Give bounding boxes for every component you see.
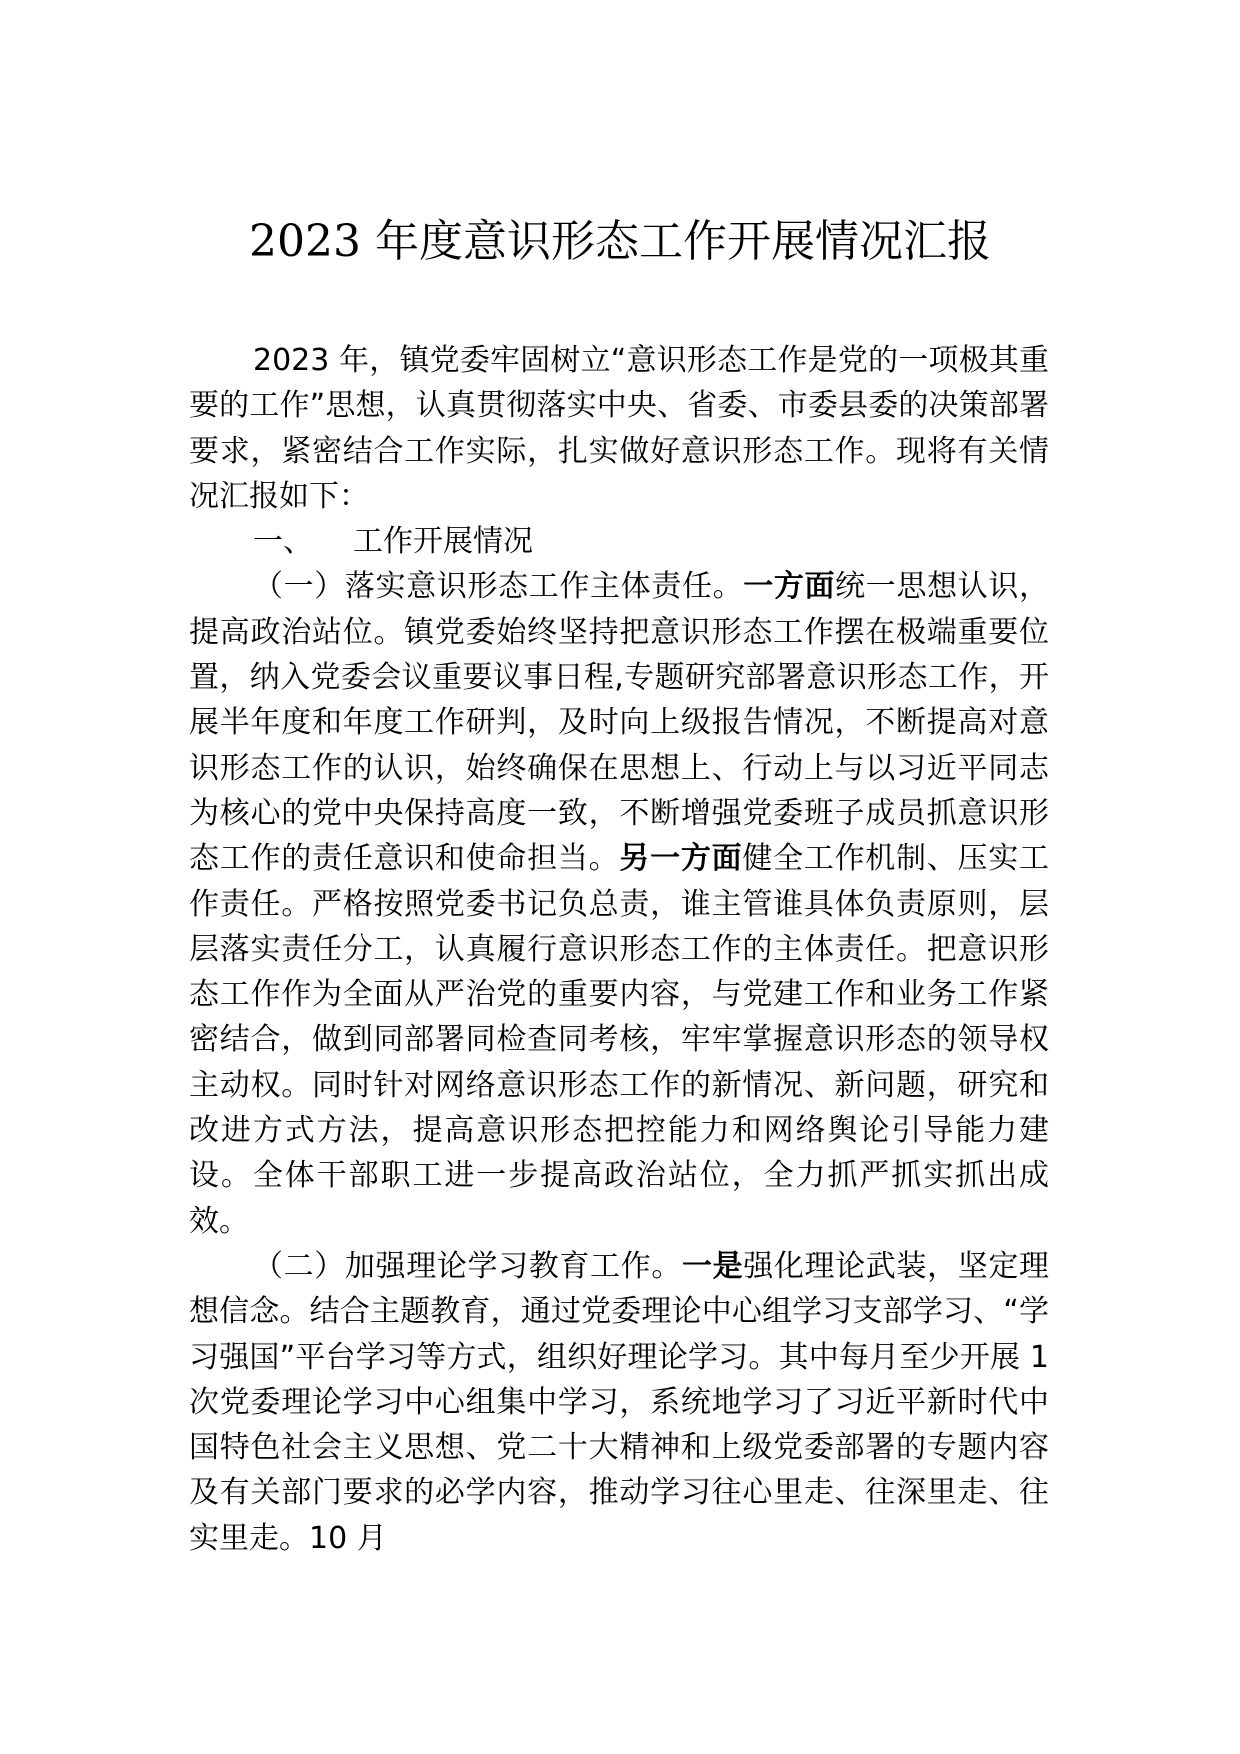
item-1-text-1: 统一思想认识，提高政治站位。镇党委始终坚持把意识形态工作摆在极端重要位置，纳入党委会议重要议事日程,专题研究部署意识形态工作，开展半年度和年度工作研判，及时向上级报告情况，不断提高对意识形态工作的认识，始终确保在思想上、行动上与以习近平同志为核心的党中央保持高度一致，不断增强党委班子成员抓意识形态工作的责任意识和使命担当。 [189, 569, 1050, 877]
item-1-paragraph [189, 564, 1049, 1243]
intro-paragraph: 2023 年，镇党委牢固树立“意识形态工作是党的一项极其重要的工作”思想，认真贯彻落实中央、省委、市委县委的决策部署要求，紧密结合工作实际，扎实做好意识形态工作。现将有关情况汇报如下： [189, 343, 1049, 514]
section-heading [189, 519, 1049, 564]
section-number: 一、 [253, 524, 313, 560]
item-1-text-2: 健全工作机制、压实工作责任。严格按照党委书记负总责，谁主管谁具体负责原则，层层落实责任分工，认真履行意识形态工作的主体责任。把意识形态工作作为全面从严治党的重要内容，与党建工作和业务工作紧密结合，做到同部署同检查同考核，牢牢掌握意识形态的领导权主动权。同时针对网络意识形态工作的新情况、新问题，研究和改进方式方法，提高意识形态把控能力和网络舆论引导能力建设。全体干部职工进一步提高政治站位，全力抓严抓实抓出成效。 [189, 841, 1050, 1239]
item-1-heading: （一）落实意识形态工作主体责任。 [253, 569, 744, 605]
item-2-heading: （二）加强理论学习教育工作。 [253, 1248, 682, 1284]
document-body [189, 338, 1049, 1561]
document-title: 2023 年度意识形态工作开展情况汇报 [249, 216, 991, 267]
item-2-lead-1: 一是 [681, 1248, 744, 1284]
item-1-lead-2: 另一方面 [619, 841, 743, 877]
item-2-paragraph [189, 1244, 1049, 1561]
item-1-lead-1: 一方面 [743, 569, 836, 605]
item-2-text-1: 强化理论武装，坚定理想信念。结合主题教育，通过党委理论中心组学习支部学习、“学习强国”平台学习等方式，组织好理论学习。其中每月至少开展 1 次党委理论学习中心组集中学习，系统地学习了习近平新时代中国特色社会主义思想、党二十大精神和上级党委部署的专题内容及有关部门要求的必学内容，推动学习往心里走、往深里走、往实里走。10 月 [189, 1248, 1050, 1556]
section-title: 工作开展情况 [353, 524, 533, 560]
